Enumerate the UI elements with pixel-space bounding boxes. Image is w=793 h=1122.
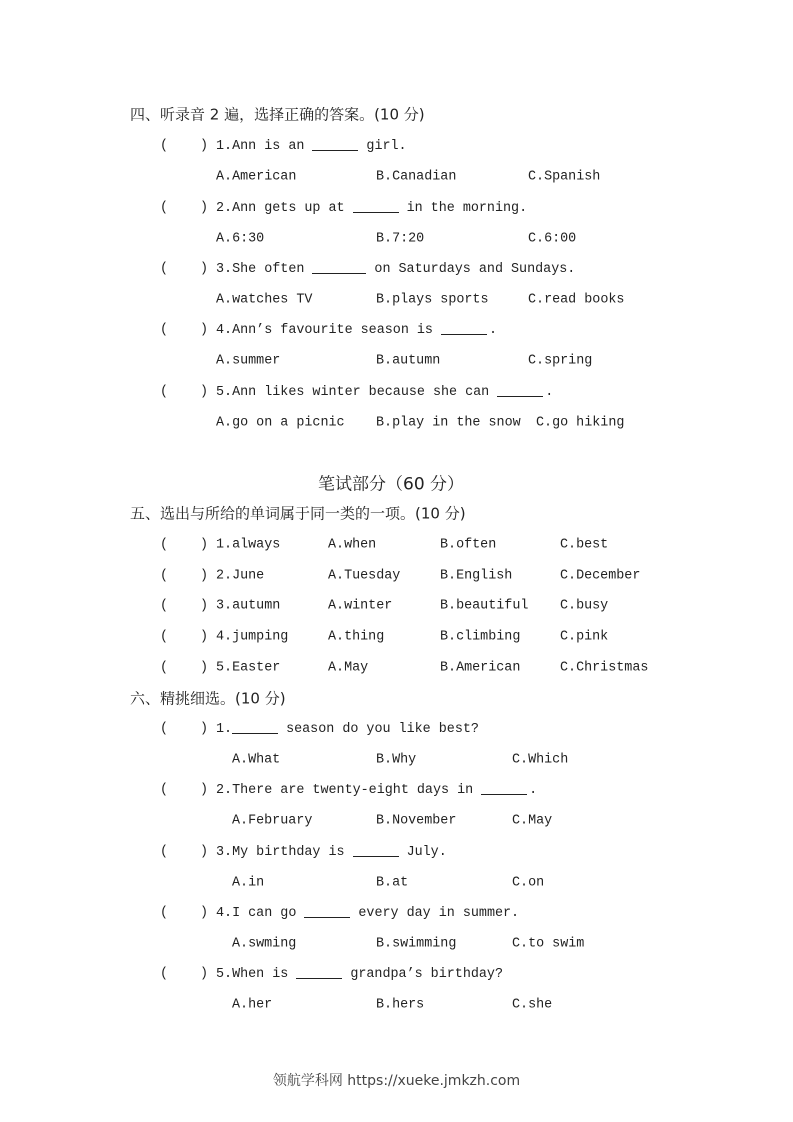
option-b: B.English	[440, 568, 513, 584]
question-text	[216, 966, 503, 982]
option-b: B.often	[440, 537, 497, 553]
question-prefix: My birthday is	[232, 845, 345, 860]
question-number: 3.	[216, 262, 233, 277]
option-c: C.busy	[560, 598, 609, 614]
answer-paren-close[interactable]: )	[200, 966, 209, 982]
answer-paren-open[interactable]: (	[160, 905, 169, 921]
question-text	[216, 905, 519, 921]
option-c: C.May	[512, 813, 553, 829]
answer-paren-close[interactable]: )	[200, 384, 209, 400]
question-suffix: on Saturdays and Sundays.	[374, 262, 576, 277]
question-prefix: When is	[232, 967, 289, 982]
answer-paren-close[interactable]: )	[200, 721, 209, 737]
footer-watermark: 领航学科网 https://xueke.jmkzh.com	[272, 1073, 521, 1089]
question-number: 4.	[216, 323, 233, 338]
option-c: C.December	[560, 568, 641, 584]
question-prefix: Ann is an	[232, 139, 305, 154]
option-a: A.What	[232, 752, 281, 768]
answer-blank	[481, 782, 527, 795]
question-number: 2.	[216, 783, 233, 798]
answer-paren-open[interactable]: (	[160, 660, 169, 676]
answer-paren-open[interactable]: (	[160, 322, 169, 338]
question-text	[216, 844, 447, 860]
question-text	[216, 138, 407, 154]
question-prefix: There are twenty-eight days in	[232, 783, 474, 798]
question-suffix: girl.	[366, 139, 407, 154]
answer-blank	[312, 138, 358, 151]
answer-paren-open[interactable]: (	[160, 598, 169, 614]
answer-blank	[312, 261, 366, 274]
option-b: B.hers	[376, 997, 425, 1013]
answer-blank	[441, 322, 487, 335]
part-title: 笔试部分（60 分）	[318, 474, 465, 495]
option-b: B.American	[440, 660, 521, 676]
question-suffix: every day in summer.	[358, 906, 520, 921]
question-number: 5.	[216, 967, 233, 982]
option-a: A.her	[232, 997, 273, 1013]
answer-paren-open[interactable]: (	[160, 844, 169, 860]
option-b: B.swimming	[376, 936, 457, 952]
option-c: C.on	[512, 875, 545, 891]
question-text	[216, 200, 527, 216]
option-b: B.autumn	[376, 353, 441, 369]
question-suffix: grandpa’s birthday?	[350, 967, 504, 982]
given-word: 1.always	[216, 537, 281, 553]
question-suffix: in the morning.	[406, 201, 528, 216]
option-c: C.pink	[560, 629, 609, 645]
question-text	[216, 721, 479, 737]
answer-paren-open[interactable]: (	[160, 384, 169, 400]
option-c: C.Christmas	[560, 660, 649, 676]
option-a: A.winter	[328, 598, 393, 614]
answer-blank	[497, 384, 543, 397]
section6-heading: 六、精挑细选。(10 分)	[130, 689, 286, 708]
answer-blank	[353, 200, 399, 213]
question-text	[216, 782, 537, 798]
question-suffix: .	[529, 783, 538, 798]
option-a: A.go on a picnic	[216, 415, 345, 431]
answer-blank	[296, 966, 342, 979]
option-b: B.climbing	[440, 629, 521, 645]
answer-paren-open[interactable]: (	[160, 629, 169, 645]
option-c: C.Which	[512, 752, 569, 768]
section4-heading: 四、听录音 2 遍，选择正确的答案。(10 分)	[130, 105, 425, 124]
answer-paren-close[interactable]: )	[200, 261, 209, 277]
answer-paren-close[interactable]: )	[200, 138, 209, 154]
option-a: A.watches TV	[216, 292, 313, 308]
answer-blank	[353, 844, 399, 857]
option-a: A.thing	[328, 629, 385, 645]
answer-paren-open[interactable]: (	[160, 966, 169, 982]
answer-paren-close[interactable]: )	[200, 660, 209, 676]
question-number: 1.	[216, 139, 233, 154]
option-a: A.Tuesday	[328, 568, 401, 584]
given-word: 5.Easter	[216, 660, 281, 676]
question-number: 3.	[216, 845, 233, 860]
option-c: C.go hiking	[536, 415, 625, 431]
option-c: C.to swim	[512, 936, 585, 952]
answer-paren-open[interactable]: (	[160, 568, 169, 584]
answer-blank	[304, 905, 350, 918]
answer-paren-open[interactable]: (	[160, 537, 169, 553]
option-a: A.6:30	[216, 231, 265, 247]
given-word: 3.autumn	[216, 598, 281, 614]
answer-paren-close[interactable]: )	[200, 537, 209, 553]
question-suffix: .	[545, 385, 554, 400]
option-b: B.November	[376, 813, 457, 829]
question-text	[216, 261, 575, 277]
option-c: C.spring	[528, 353, 593, 369]
option-a: A.in	[232, 875, 265, 891]
answer-paren-close[interactable]: )	[200, 782, 209, 798]
answer-paren-open[interactable]: (	[160, 138, 169, 154]
given-word: 2.June	[216, 568, 265, 584]
question-suffix: season do you like best?	[286, 722, 479, 737]
question-text	[216, 322, 497, 338]
question-prefix: Ann likes winter because she can	[232, 385, 490, 400]
answer-paren-close[interactable]: )	[200, 568, 209, 584]
option-a: A.American	[216, 169, 297, 185]
question-number: 5.	[216, 385, 233, 400]
answer-paren-close[interactable]: )	[200, 200, 209, 216]
answer-paren-close[interactable]: )	[200, 844, 209, 860]
option-c: C.she	[512, 997, 553, 1013]
option-a: A.February	[232, 813, 313, 829]
question-prefix: She often	[232, 262, 305, 277]
option-c: C.Spanish	[528, 169, 601, 185]
question-text	[216, 384, 553, 400]
question-prefix: I can go	[232, 906, 297, 921]
option-a: A.summer	[216, 353, 281, 369]
option-b: B.plays sports	[376, 292, 489, 308]
question-prefix: Ann’s favourite season is	[232, 323, 433, 338]
question-number: 4.	[216, 906, 233, 921]
question-number: 2.	[216, 201, 233, 216]
question-suffix: July.	[406, 845, 447, 860]
option-b: B.at	[376, 875, 409, 891]
option-c: C.6:00	[528, 231, 577, 247]
option-b: B.Why	[376, 752, 417, 768]
section5-heading: 五、选出与所给的单词属于同一类的一项。(10 分)	[130, 504, 466, 523]
answer-paren-close[interactable]: )	[200, 598, 209, 614]
answer-paren-open[interactable]: (	[160, 782, 169, 798]
answer-paren-close[interactable]: )	[200, 322, 209, 338]
question-number: 1.	[216, 722, 233, 737]
option-c: C.best	[560, 537, 609, 553]
option-b: B.beautiful	[440, 598, 529, 614]
option-c: C.read books	[528, 292, 625, 308]
answer-paren-open[interactable]: (	[160, 200, 169, 216]
option-a: A.when	[328, 537, 377, 553]
option-b: B.Canadian	[376, 169, 457, 185]
option-a: A.May	[328, 660, 369, 676]
option-b: B.play in the snow	[376, 415, 521, 431]
answer-paren-close[interactable]: )	[200, 629, 209, 645]
question-suffix: .	[488, 323, 498, 338]
answer-paren-open[interactable]: (	[160, 721, 169, 737]
answer-paren-open[interactable]: (	[160, 261, 169, 277]
answer-paren-close[interactable]: )	[200, 905, 209, 921]
option-a: A.swming	[232, 936, 297, 952]
given-word: 4.jumping	[216, 629, 289, 645]
question-prefix: Ann gets up at	[232, 201, 345, 216]
option-b: B.7:20	[376, 231, 425, 247]
answer-blank	[232, 721, 278, 734]
